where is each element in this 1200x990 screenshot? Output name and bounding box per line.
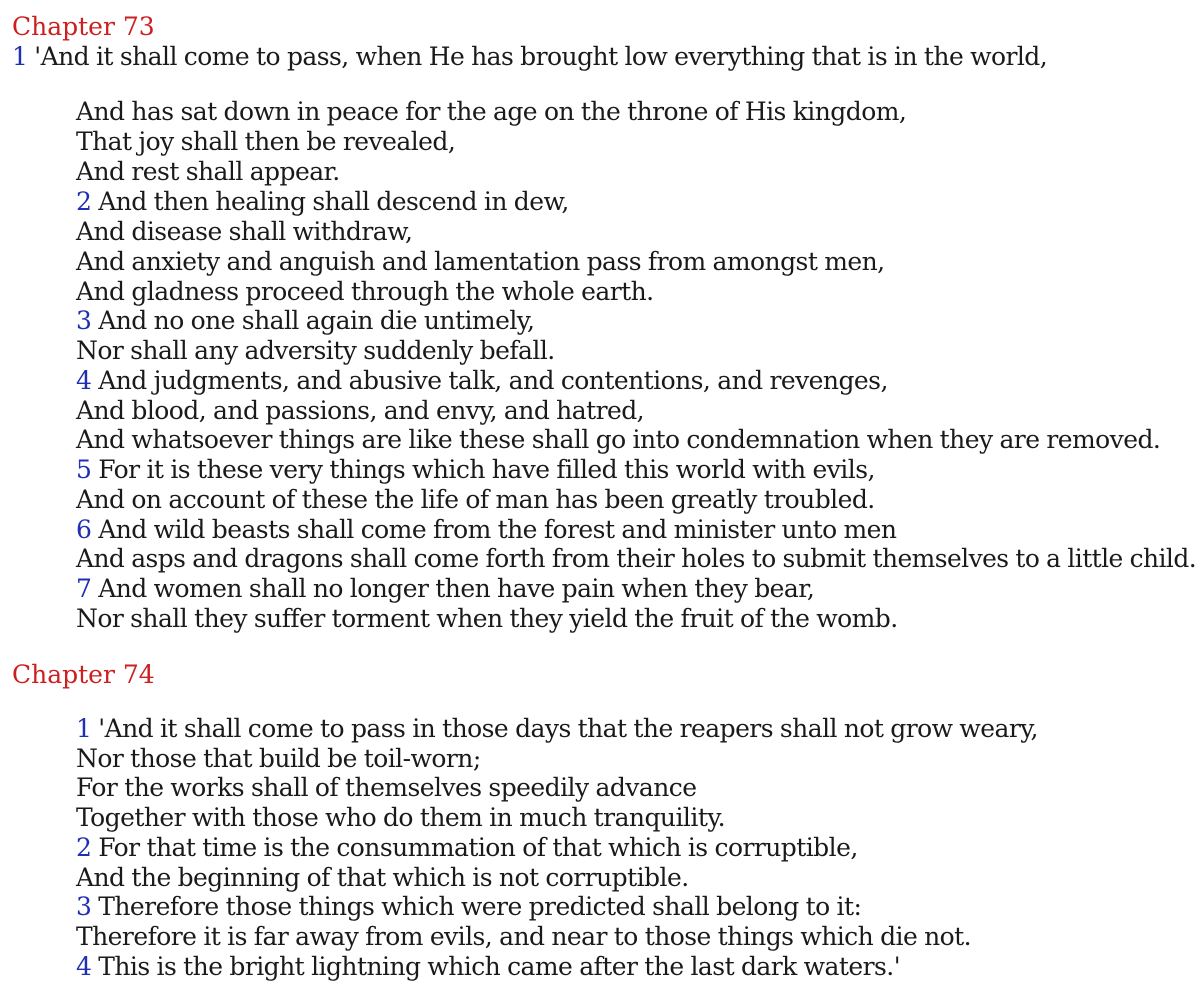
verse-line	[76, 217, 412, 247]
verse-line	[76, 485, 875, 515]
verse-text: That joy shall then be revealed,	[76, 127, 456, 156]
verse-text: And has sat down in peace for the age on the throne of His kingdom,	[76, 97, 907, 126]
verse-number: 5	[76, 455, 92, 484]
verse-line	[76, 127, 455, 157]
verse-text: Therefore those things which were predicted shall belong to it:	[91, 892, 862, 921]
verse-line	[76, 773, 696, 803]
verse-line	[76, 604, 898, 634]
verse-text: For that time is the consummation of that which is corruptible,	[91, 833, 858, 862]
verse-number: 1	[76, 714, 92, 743]
verse-line	[12, 42, 1047, 72]
verse-number: 4	[76, 366, 92, 395]
verse-text: And whatsoever things are like these shall go into condemnation when they are removed.	[76, 425, 1161, 454]
verse-line	[76, 157, 340, 187]
verse-line	[76, 277, 654, 307]
verse-line	[76, 425, 1160, 455]
verse-text: And rest shall appear.	[76, 157, 340, 186]
verse-line	[76, 247, 885, 277]
verse-text: And judgments, and abusive talk, and contentions, and revenges,	[91, 366, 888, 395]
verse-line	[76, 922, 971, 952]
verse-number: 7	[76, 574, 92, 603]
verse-text: And disease shall withdraw,	[76, 217, 413, 246]
verse-text: And on account of these the life of man has been greatly troubled.	[76, 485, 875, 514]
verse-text: For it is these very things which have filled this world with evils,	[91, 455, 875, 484]
verse-text: Together with those who do them in much tranquility.	[76, 803, 725, 832]
verse-text: And anxiety and anguish and lamentation pass from amongst men,	[76, 247, 885, 276]
verse-number: 3	[76, 306, 92, 335]
verse-line	[76, 336, 555, 366]
verse-text: And then healing shall descend in dew,	[91, 187, 569, 216]
verse-line	[76, 574, 814, 604]
chapter-heading: Chapter 73	[12, 12, 155, 41]
verse-text: Therefore it is far away from evils, and near to those things which die not.	[76, 922, 972, 951]
verse-text: Nor shall any adversity suddenly befall.	[76, 336, 555, 365]
verse-text: This is the bright lightning which came after the last dark waters.'	[91, 952, 901, 981]
verse-line	[76, 714, 1038, 744]
chapter-heading: Chapter 74	[12, 660, 155, 689]
verse-line	[76, 306, 534, 336]
verse-text: And no one shall again die untimely,	[91, 306, 535, 335]
verse-number: 4	[76, 952, 92, 981]
verse-text: And women shall no longer then have pain when they bear,	[91, 574, 815, 603]
verse-line	[76, 803, 725, 833]
verse-line	[76, 455, 875, 485]
verse-text: And blood, and passions, and envy, and hatred,	[76, 396, 645, 425]
verse-text: And asps and dragons shall come forth from their holes to submit themselves to a little child.	[76, 544, 1197, 573]
verse-line	[76, 952, 900, 982]
verse-line	[76, 892, 861, 922]
verse-line	[76, 97, 906, 127]
verse-text: Nor those that build be toil-worn;	[76, 744, 481, 773]
verse-text: And wild beasts shall come from the forest and minister unto men	[91, 515, 897, 544]
verse-line	[76, 833, 858, 863]
verse-text: 'And it shall come to pass in those days that the reapers shall not grow weary,	[91, 714, 1038, 743]
verse-number: 1	[12, 42, 28, 71]
verse-text: Nor shall they suffer torment when they yield the fruit of the womb.	[76, 604, 898, 633]
verse-text: 'And it shall come to pass, when He has brought low everything that is in the world,	[27, 42, 1048, 71]
verse-line	[76, 744, 481, 774]
verse-text: And the beginning of that which is not corruptible.	[76, 863, 689, 892]
verse-text: And gladness proceed through the whole earth.	[76, 277, 654, 306]
verse-line	[76, 544, 1196, 574]
verse-number: 2	[76, 833, 92, 862]
verse-line	[76, 187, 569, 217]
verse-number: 3	[76, 892, 92, 921]
verse-line	[76, 366, 888, 396]
verse-line	[76, 863, 689, 893]
verse-number: 2	[76, 187, 92, 216]
verse-text: For the works shall of themselves speedily advance	[76, 773, 697, 802]
verse-line	[76, 396, 644, 426]
verse-line	[76, 515, 896, 545]
verse-number: 6	[76, 515, 92, 544]
